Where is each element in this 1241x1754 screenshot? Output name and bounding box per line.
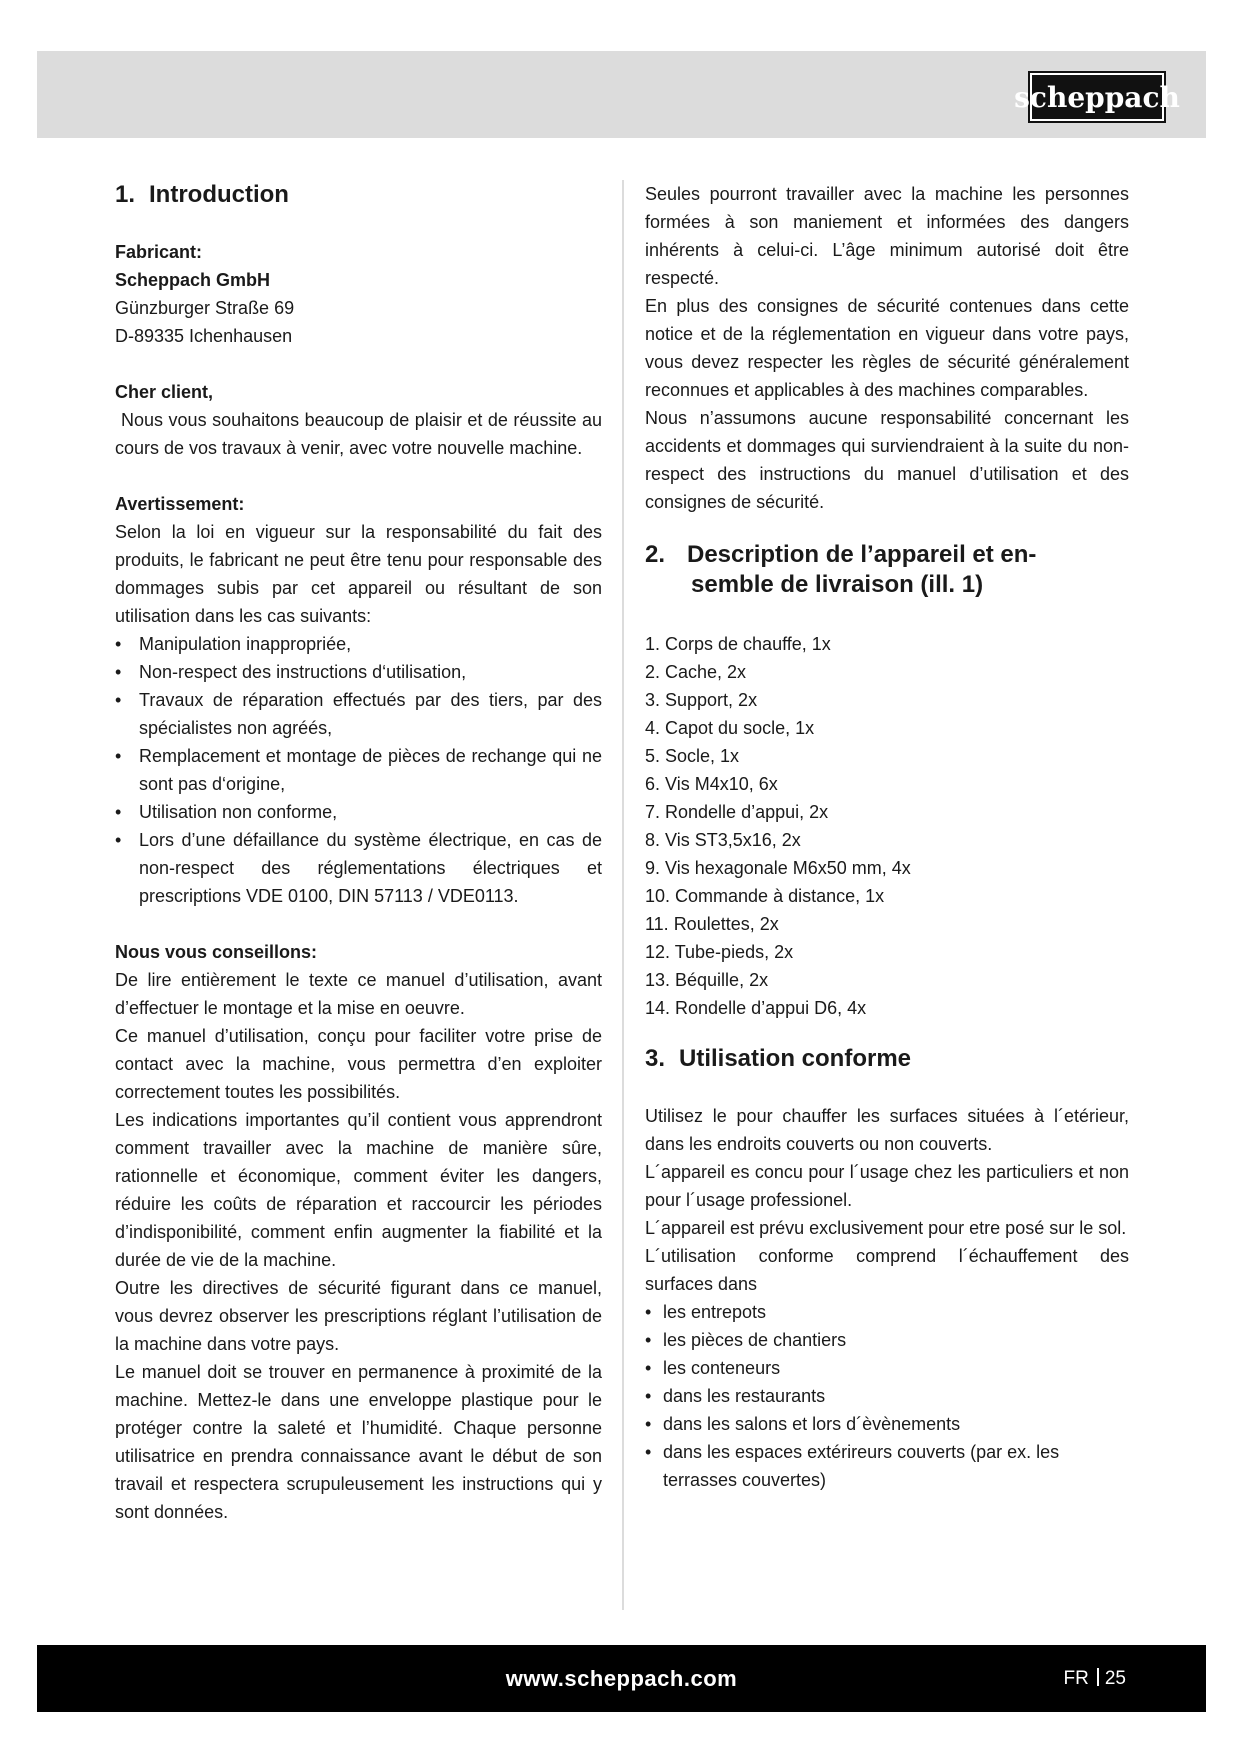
list-item: 8. Vis ST3,5x16, 2x	[645, 830, 801, 850]
avertissement-list	[115, 630, 602, 910]
fabricant-label: Fabricant:	[115, 242, 203, 262]
list-item: • les conteneurs	[645, 1354, 1129, 1382]
list-item: 12. Tube-pieds, 2x	[645, 942, 794, 962]
usage-list	[645, 1298, 1129, 1494]
avertissement-text: Selon la loi en vigueur sur la responsabilité du fait des produits, le fabricant ne peut être tenu pour responsable des dommages subis par cet appareil ou résultant de son utilisation dans les cas suivants:	[115, 522, 602, 626]
intro-paragraph: Nous n’assumons aucune responsabilité concernant les accidents et dommages qui surviendraient à la suite du non-respect des instructions du manuel d’utilisation et des consignes de sécurité.	[645, 408, 1129, 512]
website-link[interactable]: www.scheppach.com	[505, 1666, 738, 1691]
list-item: 7. Rondelle d’appui, 2x	[645, 802, 829, 822]
footer-bar	[37, 1645, 1206, 1712]
page-separator	[1097, 1668, 1099, 1686]
usage-paragraph: L´appareil est prévu exclusivement pour etre posé sur le sol.	[645, 1218, 1127, 1238]
usage-paragraph: L´appareil es concu pour l´usage chez les particuliers et non pour l´usage professionel.	[645, 1162, 1129, 1210]
list-item: • Travaux de réparation effectués par des tiers, par des spécialistes non agréés,	[115, 686, 602, 742]
section-3-heading: 3. Utilisation conforme	[645, 1045, 912, 1072]
intro-paragraph: En plus des consignes de sécurité contenues dans cette notice et de la réglementation en vigueur dans votre pays, vous devez respecter les règles de sécurité généralement reconnues et applicables à des machines comparables.	[645, 296, 1129, 400]
cher-client-label: Cher client,	[115, 382, 214, 402]
list-item: • dans les salons et lors d´èvènements	[645, 1410, 1129, 1438]
city-address: D-89335 Ichenhausen	[115, 326, 293, 346]
list-item: • Non-respect des instructions d‘utilisation,	[115, 658, 602, 686]
list-item: 5. Socle, 1x	[645, 746, 740, 766]
cher-client-text: Nous vous souhaitons beaucoup de plaisir et de réussite au cours de vos travaux à venir, avec votre nouvelle machine.	[115, 410, 602, 458]
intro-paragraph: Seules pourront travailler avec la machine les personnes formées à son maniement et informées des dangers inhérents à celui-ci. L’âge minimum autorisé doit être respecté.	[645, 184, 1129, 288]
list-item: • les pièces de chantiers	[645, 1326, 1129, 1354]
list-item: 2. Cache, 2x	[645, 662, 747, 682]
list-item: • dans les restaurants	[645, 1382, 1129, 1410]
list-item: 14. Rondelle d’appui D6, 4x	[645, 998, 867, 1018]
list-item: 11. Roulettes, 2x	[645, 914, 779, 934]
company-name: Scheppach GmbH	[115, 270, 271, 290]
list-item: 10. Commande à distance, 1x	[645, 886, 885, 906]
usage-paragraph: L´utilisation conforme comprend l´échauffement des surfaces dans	[645, 1246, 1129, 1294]
page-number: 25	[1104, 1668, 1126, 1689]
conseils-paragraph: Les indications importantes qu’il contient vous apprendront comment travailler avec la machine de manière sûre, rationnelle et économique, comment éviter les dangers, réduire les coûts de réparation et raccourcir les périodes d’indisponibilité, comment enfin augmenter la fiabilité et la durée de vie de la machine.	[115, 1110, 602, 1270]
usage-paragraph: Utilisez le pour chauffer les surfaces situées à l´etérieur, dans les endroits couverts ou non couverts.	[645, 1106, 1129, 1154]
right-column	[645, 180, 1129, 1494]
conseils-paragraph: De lire entièrement le texte ce manuel d’utilisation, avant d’effectuer le montage et la mise en oeuvre.	[115, 970, 602, 1018]
scheppach-logo: scheppach	[1028, 71, 1166, 123]
section-1-heading: 1. Introduction	[115, 181, 289, 208]
avertissement-label: Avertissement:	[115, 494, 245, 514]
parts-list	[645, 630, 1129, 1022]
page-reference	[1064, 1645, 1126, 1712]
list-item: • Remplacement et montage de pièces de rechange qui ne sont pas d‘origine,	[115, 742, 602, 798]
list-item: 3. Support, 2x	[645, 690, 758, 710]
conseils-paragraph: Outre les directives de sécurité figurant dans ce manuel, vous devrez observer les prescriptions réglant l’utilisation de la machine dans votre pays.	[115, 1278, 602, 1354]
column-divider	[622, 180, 624, 1610]
left-column	[115, 180, 602, 1526]
language-code: FR	[1063, 1668, 1089, 1689]
list-item: • dans les espaces extérireurs couverts (par ex. les terrasses couvertes)	[645, 1438, 1129, 1494]
list-item: • Utilisation non conforme,	[115, 798, 602, 826]
street-address: Günzburger Straße 69	[115, 298, 295, 318]
list-item: • les entrepots	[645, 1298, 1129, 1326]
list-item: • Manipulation inappropriée,	[115, 630, 602, 658]
section-2-heading: 2. Description de l’appareil et en- semble de livraison (ill. 1)	[645, 541, 1037, 598]
conseils-paragraph: Le manuel doit se trouver en permanence à proximité de la machine. Mettez-le dans une enveloppe plastique pour le protéger contre la saleté et l’humidité. Chaque personne utilisatrice en prendra connaissance avant le début de son travail et respectera scrupuleusement les instructions qui y sont données.	[115, 1362, 602, 1522]
conseils-label: Nous vous conseillons:	[115, 942, 318, 962]
list-item: 1. Corps de chauffe, 1x	[645, 634, 831, 654]
list-item: 6. Vis M4x10, 6x	[645, 774, 778, 794]
conseils-paragraph: Ce manuel d’utilisation, conçu pour faciliter votre prise de contact avec la machine, vous permettra d’en exploiter correctement toutes les possibilités.	[115, 1026, 602, 1102]
list-item: 9. Vis hexagonale M6x50 mm, 4x	[645, 858, 911, 878]
list-item: 13. Béquille, 2x	[645, 970, 769, 990]
list-item: 4. Capot du socle, 1x	[645, 718, 815, 738]
header-bar	[37, 51, 1206, 138]
list-item: • Lors d’une défaillance du système électrique, en cas de non-respect des réglementations électriques et prescriptions VDE 0100, DIN 57113 / VDE0113.	[115, 826, 602, 910]
